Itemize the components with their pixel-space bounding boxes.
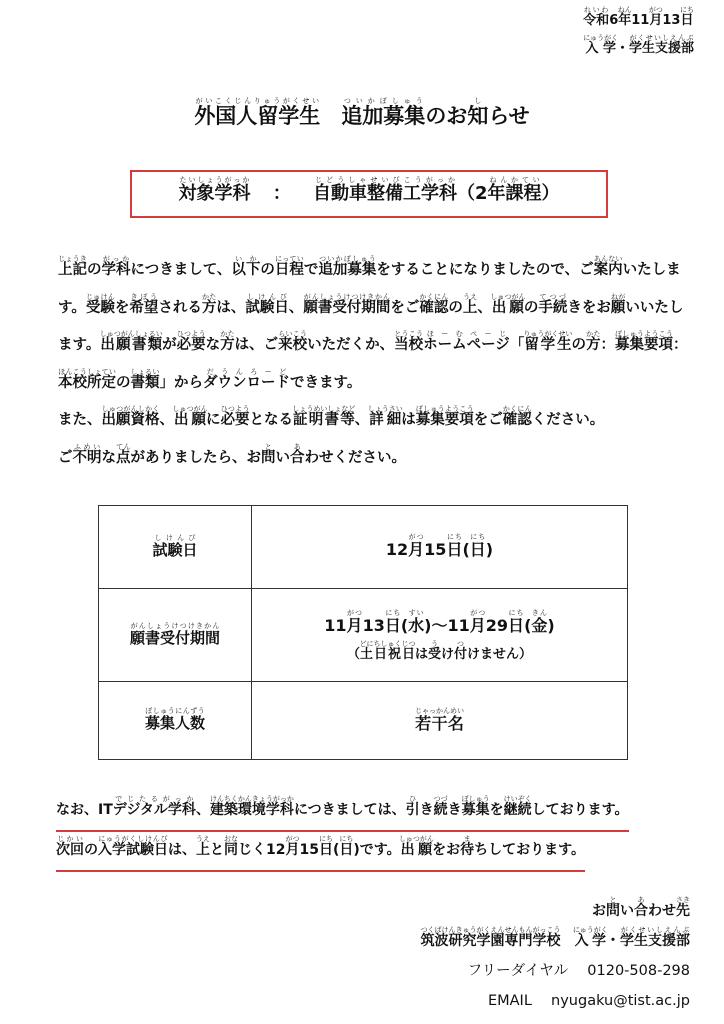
info-table <box>98 505 628 760</box>
footer-notes <box>56 792 696 872</box>
row-label-exam-date: 試験日しけんび <box>99 506 252 589</box>
table-row <box>99 589 628 682</box>
row-value-capacity: 若干名じゃっかんめい <box>252 682 628 760</box>
subject-box <box>130 170 608 218</box>
subject-separator: ： <box>272 183 291 204</box>
row-label-capacity: 募集人数ぼしゅうにんずう <box>99 682 252 760</box>
email-address[interactable]: nyugaku@tist.ac.jp <box>551 993 690 1009</box>
contact-email-line <box>421 986 690 1016</box>
footer-note-2: 次回じかいの入学試験日にゅうがくしけんびは、上うえと同おなじく12月がつ15日にち(日にち)です。出願しゅつがんをお待まちしております。 <box>56 832 585 872</box>
row-label-application-period: 願書受付期間がんしょうけつけきかん <box>99 589 252 682</box>
contact-heading: お問とい合あわせ先さき <box>592 896 690 919</box>
contact-block <box>421 896 690 1016</box>
page-title: 外国人留学生がいこくじんりゅうがくせい 追加募集ついかぼしゅうのお知しらせ <box>194 97 530 128</box>
paragraph-2: また、出願資格しゅつがんしかく、出願しゅつがんに必要ひつようとなる証明書等しょうめいしょなど、詳細しょうさいは募集要項ぼしゅうようこうをご確認かくにんください。 <box>58 405 605 428</box>
email-label: EMAIL <box>487 993 532 1009</box>
contact-phone-line <box>421 956 690 986</box>
phone-number[interactable]: 0120-508-298 <box>587 963 690 979</box>
subject-value: 自動車整備工学科じどうしゃせいびこうがっか（2年課程ねんかてい） <box>313 176 560 204</box>
department: 入学にゅうがく・学生支援部がくせいしえんぶ <box>583 34 694 56</box>
paragraph-3: ご不明ふめいな点てんがありましたら、お問とい合あわせください。 <box>58 442 406 466</box>
footer-note-1: なお、ITデジタル学科でじたるがっか、建築環境学科けんちくかんきょうがっかにつきましては、引ひき続つづき募集ぼしゅうを継続けいぞくしております。 <box>56 792 629 832</box>
table-row <box>99 506 628 589</box>
row-value-exam-date: 12月がつ15日にち(日にち) <box>252 506 628 589</box>
date: 令和れいわ6年ねん11月がつ13日にち <box>583 6 694 28</box>
row-value-application-period: 11月がつ13日にち(水すい)～11月がつ29日にち(金きん) （土日祝日どにちしゅくじつは受うけ付つけません） <box>252 589 628 682</box>
phone-label: フリーダイヤル <box>467 963 569 979</box>
application-period-note: （土日祝日どにちしゅくじつは受うけ付つけません） <box>346 639 533 662</box>
paragraph-1: 上記じょうきの学科がっかにつきまして、以下いかの日程にっていで追加募集ついかぼしゅうをすることになりましたので、ご案内あんないいたします。受験じゅけんを希望きぼうされる方かたは、試験日しけんび、願書受付期間がんしょうけつけきかんをご確認かくにんの上うえ、出願しゅつがんの手続てつづきをお願ねがいいたします。出願書類しゅつがんしょるいが必要ひつような方かたは、ご来校らいこういただくか、当校とうこうホームページほーむぺーじ「留学生りゅうがくせいの方かた：募集要項ぼしゅうようこう：本校所定ほんこうしょていの書類しょるい」からダウンロードだうんろーどできます。 <box>58 255 688 391</box>
contact-org: 筑波研究学園専門学校つくばけんきゅうがくえんせんもんがっこう 入学にゅうがく・学生支援部がくせいしえんぶ <box>420 926 690 949</box>
table-row <box>99 682 628 760</box>
subject-label: 対象学科たいしょうがっか <box>178 176 251 204</box>
header <box>583 6 694 62</box>
body-text <box>42 252 692 477</box>
